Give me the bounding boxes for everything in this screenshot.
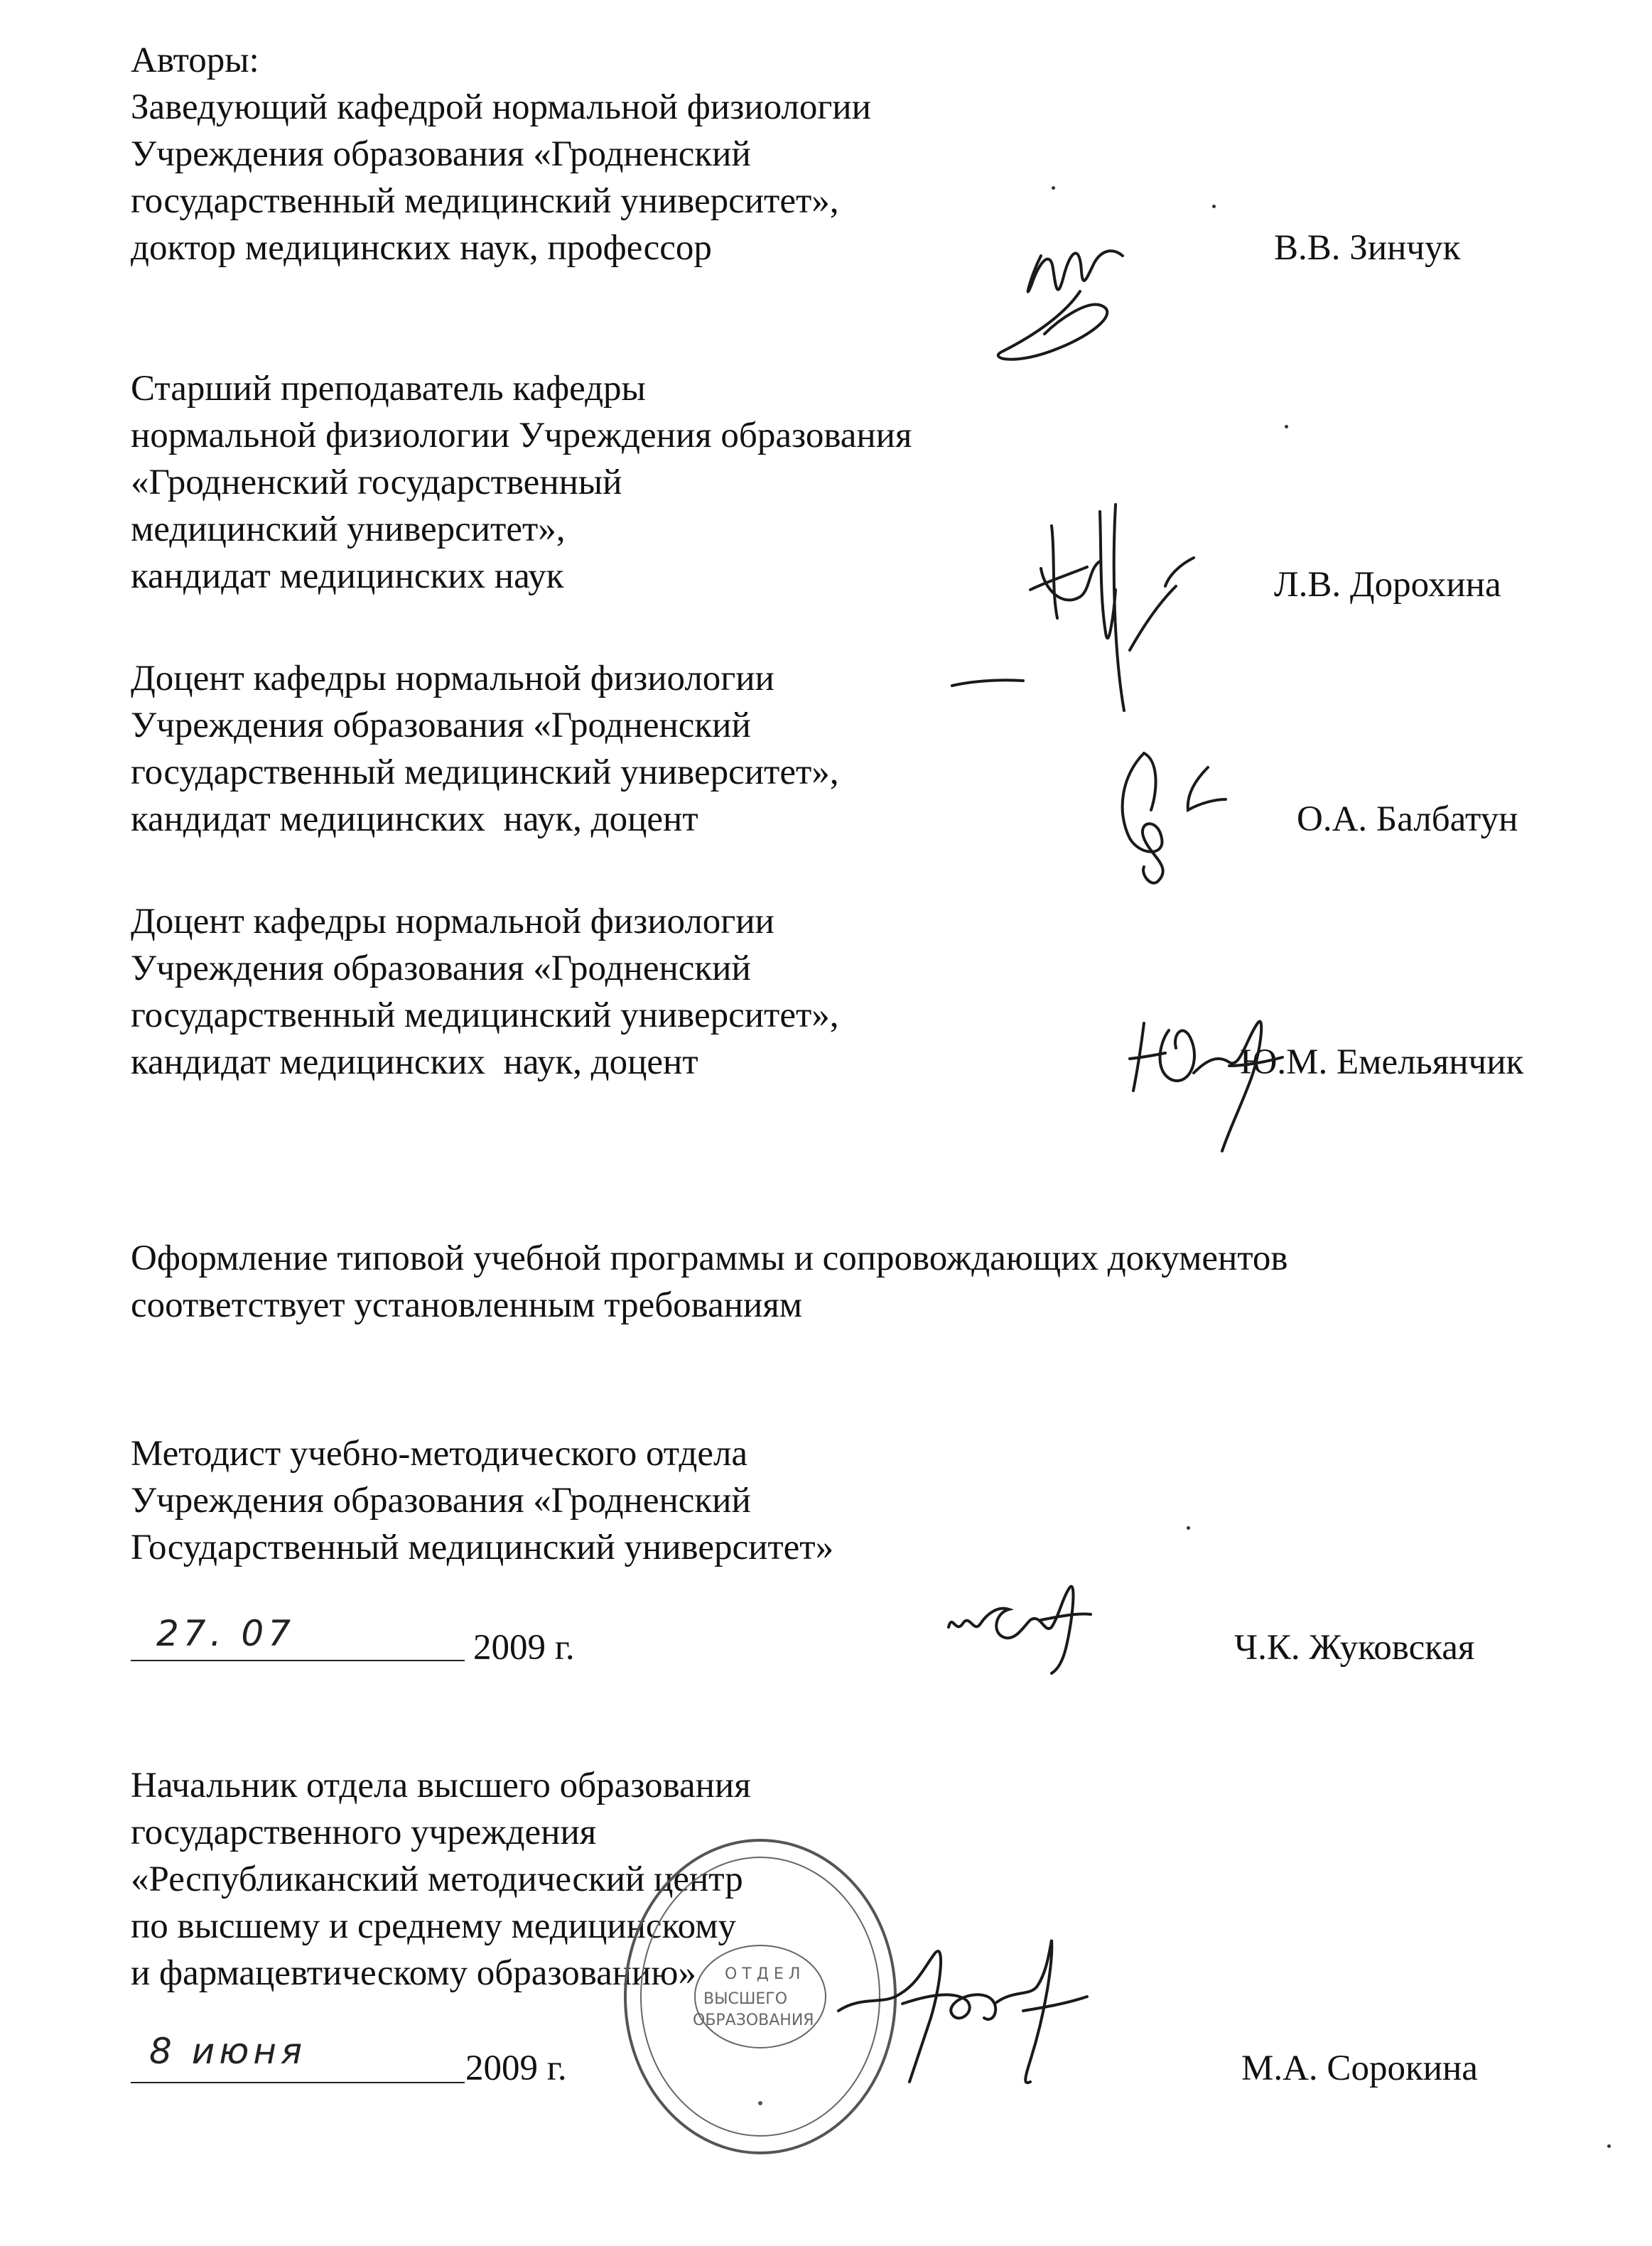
author-1-name: В.В. Зинчук [1274,228,1461,268]
methodist-date-line [131,1660,465,1661]
methodist-position: Методист учебно-методического отдела Учреждения образования «Гродненский Государственный медицинский университет» [131,1434,834,1567]
scan-speck [1607,2144,1611,2148]
methodist-date-handwritten: 27. 07 [156,1613,296,1654]
svg-text:О Т Д Е Л: О Т Д Е Л [725,1965,801,1983]
signature-balbatun [1108,732,1236,888]
scan-speck [1212,205,1216,208]
author-2-position: Старший преподаватель кафедры нормальной физиологии Учреждения образования «Гродненский государственный медицинский университет», кандидат медицинских наук [131,369,912,596]
author-3-position: Доцент кафедры нормальной физиологии Учреждения образования «Гродненский государственный медицинский университет», кандидат медицинских наук, доцент [131,659,839,839]
author-1-position: Заведующий кафедрой нормальной физиологии Учреждения образования «Гродненский государственный медицинский университет», доктор медицинских наук, профессор [131,87,871,268]
signature-dorokhina [938,483,1265,725]
author-4-name: Ю.М. Емельянчик [1240,1042,1524,1082]
methodist-name: Ч.К. Жуковская [1234,1628,1475,1668]
signature-emelyanchik [1123,995,1293,1165]
head-name: М.А. Сорокина [1241,2048,1478,2088]
svg-text:ОБРАЗОВАНИЯ: ОБРАЗОВАНИЯ [693,2012,814,2029]
head-date-handwritten: 8 июня [149,2031,307,2072]
author-3-name: О.А. Балбатун [1297,799,1518,839]
svg-text:ВЫСШЕГО: ВЫСШЕГО [703,1990,788,2008]
scan-speck [1285,425,1288,428]
author-2-name: Л.В. Дорохина [1274,565,1501,605]
compliance-statement: Оформление типовой учебной программы и сопровождающих документов соответствует установленным требованиям [131,1238,1288,1325]
scan-speck [1052,186,1055,190]
signature-zinchuk [973,206,1172,384]
author-4-position: Доцент кафедры нормальной физиологии Учреждения образования «Гродненский государственный медицинский университет», кандидат медицинских наук, доцент [131,902,839,1082]
authors-heading: Авторы: [131,41,259,80]
signature-sorokina [817,1918,1116,2103]
scan-speck [1187,1526,1190,1530]
head-date-line [131,2082,465,2083]
head-year: 2009 г. [465,2048,567,2088]
methodist-year: 2009 г. [473,1628,575,1668]
head-position: Начальник отдела высшего образования государственного учреждения «Республиканский методический центр по высшему и среднему медицинскому и фармацевтическому образованию» [131,1766,751,1993]
signature-zhukovskaya [938,1556,1108,1684]
